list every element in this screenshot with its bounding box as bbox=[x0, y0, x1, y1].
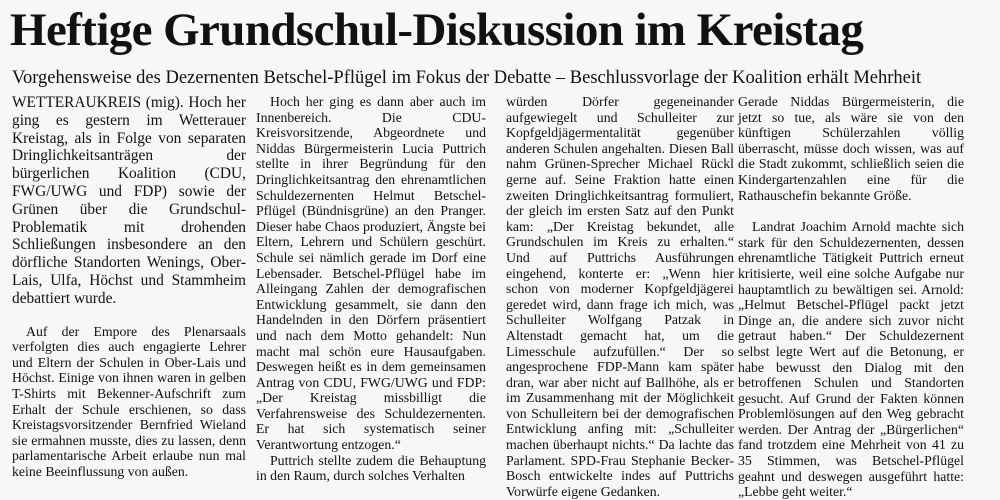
body-paragraph: Puttrich stellte zudem die Behauptung in den Raum, durch solches Verhalten bbox=[256, 452, 486, 484]
subheadline: Vorgehensweise des Dezernenten Betschel-Pflügel im Fokus der Debatte – Beschlussvorlage der Koalition erhält Mehrheit bbox=[12, 68, 922, 88]
body-paragraph: Auf der Empore des Plenarsaals verfolgten dies auch engagierte Lehrer und Eltern der Schulen in Ober-Lais und Höchst. Einige von ihnen waren in gelben T-Shirts mit Bekenner-Aufschrift zum Erhalt der Schule erschienen, so dass Kreistagsvorsitzender Bernfried Wieland sie ermahnen musste, dies zu lassen, denn parlamentarische Arbeit erlaube nun mal keine Beeinflussung von außen. bbox=[12, 323, 246, 479]
article-column-1 bbox=[12, 94, 246, 480]
article-column-4 bbox=[738, 94, 964, 500]
headline: Heftige Grundschul-Diskussion im Kreistag bbox=[10, 4, 864, 56]
body-paragraph: Landrat Joachim Arnold machte sich stark für den Schuldezernenten, dessen ehrenamtliche Tätigkeit Puttrich erneut kritisierte, weil eine solche Aufgabe nur hauptamtlich zu bewältigen sei. Arnold: „Helmut Betschel-Pflügel packt jetzt Dinge an, die andere sich zuvor nicht getraut haben.“ Der Schuldezernent selbst legte Wert auf die Betonung, er habe bewusst den Dialog mit den betroffenen Schulen und Standorten gesucht. Auf Grund der Fakten können Problemlösungen auf den Weg gebracht werden. Der Antrag der „Bürgerlichen“ fand trotzdem eine Mehrheit von 41 zu 35 Stimmen, was Betschel-Pflügel geahnt und deswegen ausgeführt hatte: „Lebbe geht weiter.“ bbox=[738, 219, 964, 500]
body-paragraph: Hoch her ging es dann aber auch im Innenbereich. Die CDU-Kreisvorsitzende, Abgeordnete und Niddas Bürgermeisterin Lucia Puttrich stellte in ihrer Begründung für den Dringlichkeitsantrag den ehrenamtlichen Schuldezernenten Helmut Betschel-Pflügel (Bündnisgrüne) an den Pranger. Dieser habe Chaos produziert, Ängste bei Eltern, Lehrern und Schülern geschürt. Schule sei nämlich gerade im Dorf eine Lebensader. Betschel-Pflügel habe im Alleingang Zahlen der demografischen Entwicklung gesammelt, sie dann den Handelnden in den Dörfern präsentiert und nach dem Motto gehandelt: Nun macht mal schön eure Hausaufgaben. Deswegen heißt es in dem gemeinsamen Antrag von CDU, FWG/UWG und FDP: „Der Kreistag missbilligt die Verfahrensweise des Schuldezernenten. Er hat sich systematisch seiner Verantwortung entzogen.“ bbox=[256, 94, 486, 453]
lead-paragraph: WETTERAUKREIS (mig). Hoch her ging es gestern im Wetterauer Kreistag, als in Folge von separaten Dringlichkeitsanträgen der bürgerlichen Koalition (CDU, FWG/UWG und FDP) sowie der Grünen über die Grundschul-Problematik mit drohenden Schließungen insbesondere an den dörfliche Standorten Wenings, Ober-Lais, Ulfa, Höchst und Stammheim debattiert wurde. bbox=[12, 94, 246, 307]
body-paragraph: würden Dörfer gegeneinander aufgewiegelt und Schulleiter zur Kopfgeldjägermentalität gegenüber anderen Schulen angehalten. Diesen Ball nahm Grünen-Sprecher Michael Rückl gerne auf. Seine Fraktion hatte einen zweiten Dringlichkeitsantrag formuliert, der gleich im ersten Satz auf den Punkt kam: „Der Kreistag bekundet, alle Grundschulen im Kreis zu erhalten.“ Und auf Puttrichs Ausführungen eingehend, konterte er: „Wenn hier schon von moderner Kopfgeldjägerei geredet wird, dann frage ich mich, was Schulleiter Wolfgang Patzak in Altenstadt gemacht hat, um die Limesschule aufzufüllen.“ Der so angesprochene FDP-Mann kam später dran, war aber nicht auf Ballhöhe, als er im Zusammenhang mit der Möglichkeit von Schulleitern bei der demografischen Entwicklung anfing mit: „Schulleiter machen überhaupt nichts.“ Da lachte das Parlament. SPD-Frau Stephanie Becker-Bosch entwickelte indes auf Puttrichs Vorwürfe eigene Gedanken. bbox=[506, 94, 734, 499]
body-paragraph: Gerade Niddas Bürgermeisterin, die jetzt so tue, als wäre sie von den künftigen Schülerzahlen völlig überrascht, müsse doch wissen, was auf die Stadt zukommt, schließlich seien die Kindergartenzahlen eine für die Rathauschefin bekannte Größe. bbox=[738, 94, 964, 203]
article-column-3 bbox=[506, 94, 734, 499]
article-column-2 bbox=[256, 94, 486, 484]
